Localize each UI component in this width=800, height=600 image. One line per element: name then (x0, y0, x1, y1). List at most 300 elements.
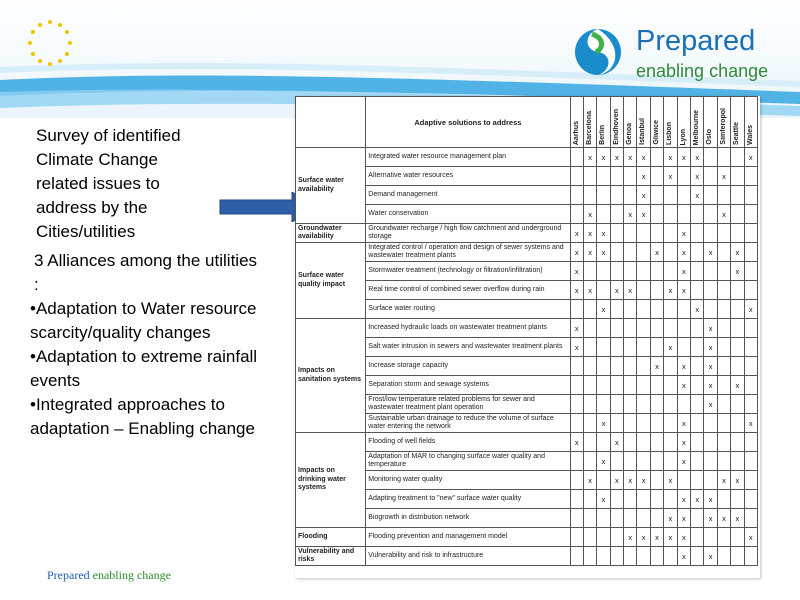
alliance-bullet: •Adaptation to Water resource scarcity/quality changes (30, 299, 257, 342)
mark-cell (704, 262, 717, 281)
mark-cell: x (637, 528, 650, 547)
city-name: Gliwice (652, 120, 660, 145)
mark-cell: x (717, 167, 730, 186)
mark-cell (637, 338, 650, 357)
mark-cell (637, 490, 650, 509)
mark-cell (624, 509, 637, 528)
mark-cell (597, 547, 610, 566)
mark-cell (691, 528, 704, 547)
mark-cell (691, 262, 704, 281)
mark-cell (570, 376, 583, 395)
mark-cell (650, 452, 663, 471)
category-cell: Vulnerability and risks (296, 547, 366, 566)
mark-cell (570, 186, 583, 205)
mark-cell (597, 509, 610, 528)
mark-cell: x (637, 167, 650, 186)
city-column-header (624, 97, 637, 148)
mark-cell (691, 376, 704, 395)
mark-cell (744, 395, 757, 414)
logo-tagline-text: enabling change (636, 61, 769, 81)
mark-cell (597, 186, 610, 205)
solution-cell: Increase storage capacity (366, 357, 570, 376)
mark-cell (650, 471, 663, 490)
mark-cell (691, 243, 704, 262)
alliances-intro: 3 Alliances among the utilities : (34, 251, 258, 294)
mark-cell (650, 490, 663, 509)
mark-cell (717, 452, 730, 471)
mark-cell (664, 319, 677, 338)
mark-cell (583, 547, 596, 566)
mark-cell (691, 509, 704, 528)
mark-cell (731, 224, 744, 243)
mark-cell (691, 205, 704, 224)
mark-cell (597, 376, 610, 395)
solution-cell: Vulnerability and risk to infrastructure (366, 547, 570, 566)
category-cell: Surface water availability (296, 148, 366, 224)
mark-cell (717, 300, 730, 319)
mark-cell (717, 319, 730, 338)
mark-cell (744, 490, 757, 509)
mark-cell (650, 509, 663, 528)
mark-cell: x (597, 490, 610, 509)
mark-cell (597, 357, 610, 376)
city-column-header (677, 97, 690, 148)
mark-cell (624, 300, 637, 319)
mark-cell (637, 547, 650, 566)
mark-cell (704, 186, 717, 205)
mark-cell: x (744, 414, 757, 433)
mark-cell (717, 376, 730, 395)
category-cell: Groundwater availability (296, 224, 366, 243)
mark-cell: x (744, 300, 757, 319)
mark-cell (610, 300, 623, 319)
adaptive-solutions-header: Adaptive solutions to address (366, 97, 570, 148)
mark-cell (664, 395, 677, 414)
mark-cell (650, 300, 663, 319)
mark-cell (704, 300, 717, 319)
solution-cell: Water conservation (366, 205, 570, 224)
city-column-header (650, 97, 663, 148)
mark-cell (744, 433, 757, 452)
city-name: Simferopol (719, 108, 727, 145)
mark-cell (583, 414, 596, 433)
mark-cell (744, 338, 757, 357)
mark-cell (570, 471, 583, 490)
mark-cell (610, 528, 623, 547)
mark-cell (624, 319, 637, 338)
mark-cell (664, 490, 677, 509)
solution-cell: Sustainable urban drainage to reduce the volume of surface water entering the network (366, 414, 570, 433)
mark-cell (610, 262, 623, 281)
mark-cell: x (677, 243, 690, 262)
city-column-header (610, 97, 623, 148)
mark-cell: x (691, 167, 704, 186)
mark-cell: x (704, 338, 717, 357)
mark-cell (624, 243, 637, 262)
solution-cell: Alternative water resources (366, 167, 570, 186)
mark-cell (717, 490, 730, 509)
mark-cell (731, 395, 744, 414)
category-cell: Impacts on sanitation systems (296, 319, 366, 433)
mark-cell: x (704, 357, 717, 376)
mark-cell (610, 414, 623, 433)
solution-cell: Integrated water resource management plan (366, 148, 570, 167)
mark-cell (610, 319, 623, 338)
mark-cell (691, 395, 704, 414)
city-name: Berlin (599, 125, 607, 145)
mark-cell (624, 395, 637, 414)
mark-cell (583, 376, 596, 395)
mark-cell: x (677, 281, 690, 300)
mark-cell: x (637, 186, 650, 205)
mark-cell (744, 452, 757, 471)
mark-cell: x (610, 148, 623, 167)
mark-cell (570, 148, 583, 167)
mark-cell (664, 205, 677, 224)
mark-cell (637, 509, 650, 528)
mark-cell: x (677, 357, 690, 376)
mark-cell (664, 243, 677, 262)
mark-cell (570, 395, 583, 414)
mark-cell (610, 547, 623, 566)
mark-cell (570, 490, 583, 509)
mark-cell: x (704, 509, 717, 528)
mark-cell (744, 262, 757, 281)
mark-cell (637, 414, 650, 433)
alliance-bullet: •Integrated approaches to adaptation – Enabling change (30, 395, 255, 438)
mark-cell (637, 300, 650, 319)
footer-brand-part1: Prepared (47, 568, 90, 582)
table-header-row (296, 97, 758, 148)
prepared-logo (574, 22, 784, 86)
mark-cell (704, 205, 717, 224)
mark-cell (624, 357, 637, 376)
mark-cell (597, 433, 610, 452)
solution-cell: Increased hydraulic loads on wastewater treatment plants (366, 319, 570, 338)
city-name: Oslo (706, 129, 714, 145)
solutions-matrix (295, 96, 758, 566)
mark-cell: x (731, 262, 744, 281)
alliance-bullet: •Adaptation to extreme rainfall events (30, 347, 258, 390)
mark-cell (610, 224, 623, 243)
eu-stars-icon (20, 18, 80, 70)
mark-cell (597, 281, 610, 300)
table-row (296, 224, 758, 243)
mark-cell: x (677, 547, 690, 566)
survey-heading: Survey of identified Climate Change related issues to address by the Cities/utilities (36, 126, 181, 241)
mark-cell (717, 414, 730, 433)
mark-cell (624, 414, 637, 433)
city-name: Genoa (626, 123, 634, 145)
mark-cell (731, 281, 744, 300)
mark-cell: x (677, 262, 690, 281)
mark-cell (650, 319, 663, 338)
mark-cell (744, 205, 757, 224)
mark-cell (624, 490, 637, 509)
mark-cell: x (691, 300, 704, 319)
mark-cell (677, 338, 690, 357)
mark-cell (583, 338, 596, 357)
mark-cell (744, 167, 757, 186)
mark-cell: x (570, 281, 583, 300)
mark-cell (610, 490, 623, 509)
mark-cell: x (597, 243, 610, 262)
mark-cell: x (583, 281, 596, 300)
mark-cell (744, 471, 757, 490)
mark-cell (650, 376, 663, 395)
mark-cell (597, 395, 610, 414)
logo-brand-text: Prepared (636, 25, 756, 57)
mark-cell (583, 433, 596, 452)
solution-cell: Adaptation of MAR to changing surface water quality and temperature (366, 452, 570, 471)
mark-cell (570, 167, 583, 186)
mark-cell (677, 167, 690, 186)
mark-cell (597, 338, 610, 357)
adaptive-solutions-table (295, 96, 760, 578)
mark-cell (731, 167, 744, 186)
mark-cell: x (597, 148, 610, 167)
mark-cell (650, 148, 663, 167)
mark-cell: x (624, 148, 637, 167)
solution-cell: Surface water routing (366, 300, 570, 319)
mark-cell (610, 186, 623, 205)
mark-cell: x (677, 148, 690, 167)
mark-cell: x (704, 243, 717, 262)
mark-cell (744, 357, 757, 376)
mark-cell: x (650, 528, 663, 547)
mark-cell (677, 395, 690, 414)
mark-cell (691, 452, 704, 471)
mark-cell (624, 186, 637, 205)
mark-cell (570, 509, 583, 528)
mark-cell: x (664, 281, 677, 300)
mark-cell: x (704, 547, 717, 566)
table-body (296, 148, 758, 566)
table-corner-cell (296, 97, 366, 148)
mark-cell (717, 148, 730, 167)
mark-cell (637, 452, 650, 471)
mark-cell: x (624, 281, 637, 300)
mark-cell (731, 338, 744, 357)
mark-cell: x (664, 148, 677, 167)
city-column-header (731, 97, 744, 148)
mark-cell: x (731, 471, 744, 490)
mark-cell (610, 376, 623, 395)
mark-cell (624, 547, 637, 566)
table-row (296, 528, 758, 547)
mark-cell (637, 376, 650, 395)
mark-cell (610, 167, 623, 186)
mark-cell (677, 319, 690, 338)
mark-cell (744, 509, 757, 528)
mark-cell (717, 547, 730, 566)
mark-cell (570, 547, 583, 566)
mark-cell (624, 338, 637, 357)
solution-cell: Real time control of combined sewer overflow during rain (366, 281, 570, 300)
mark-cell (637, 262, 650, 281)
mark-cell (731, 205, 744, 224)
table-row (296, 433, 758, 452)
table-row (296, 148, 758, 167)
mark-cell (650, 547, 663, 566)
mark-cell: x (677, 224, 690, 243)
category-cell: Impacts on drinking water systems (296, 433, 366, 528)
mark-cell (637, 319, 650, 338)
mark-cell (744, 319, 757, 338)
mark-cell (583, 528, 596, 547)
mark-cell (610, 338, 623, 357)
mark-cell: x (570, 243, 583, 262)
mark-cell: x (583, 243, 596, 262)
mark-cell (624, 224, 637, 243)
mark-cell (650, 167, 663, 186)
mark-cell (691, 433, 704, 452)
mark-cell (583, 357, 596, 376)
mark-cell (691, 319, 704, 338)
mark-cell (731, 357, 744, 376)
mark-cell (691, 414, 704, 433)
city-name: Melbourne (693, 109, 701, 145)
city-column-header (691, 97, 704, 148)
mark-cell (637, 395, 650, 414)
mark-cell: x (677, 528, 690, 547)
mark-cell (583, 262, 596, 281)
mark-cell (664, 433, 677, 452)
mark-cell (583, 186, 596, 205)
mark-cell (650, 414, 663, 433)
mark-cell (610, 205, 623, 224)
mark-cell (570, 300, 583, 319)
city-column-header (597, 97, 610, 148)
mark-cell (704, 452, 717, 471)
mark-cell (664, 414, 677, 433)
mark-cell (624, 262, 637, 281)
solution-cell: Monitoring water quality (366, 471, 570, 490)
mark-cell (744, 243, 757, 262)
city-name: Wales (746, 125, 754, 145)
mark-cell (691, 357, 704, 376)
city-column-header (704, 97, 717, 148)
solution-cell: Flooding prevention and management model (366, 528, 570, 547)
mark-cell (731, 148, 744, 167)
city-name: Aarhus (572, 120, 580, 145)
mark-cell (664, 376, 677, 395)
mark-cell: x (624, 205, 637, 224)
mark-cell (731, 452, 744, 471)
mark-cell (624, 452, 637, 471)
solution-cell: Salt water intrusion in sewers and wastewater treatment plants (366, 338, 570, 357)
city-name: Eindhoven (612, 109, 620, 145)
mark-cell (650, 262, 663, 281)
mark-cell (650, 395, 663, 414)
mark-cell (704, 433, 717, 452)
mark-cell (610, 509, 623, 528)
mark-cell (637, 243, 650, 262)
category-cell: Surface water quality impact (296, 243, 366, 319)
mark-cell: x (664, 338, 677, 357)
city-name: Seattle (733, 122, 741, 145)
mark-cell (677, 205, 690, 224)
mark-cell (691, 338, 704, 357)
mark-cell: x (570, 224, 583, 243)
mark-cell: x (650, 243, 663, 262)
mark-cell (610, 243, 623, 262)
mark-cell (717, 262, 730, 281)
mark-cell: x (704, 490, 717, 509)
mark-cell: x (677, 414, 690, 433)
mark-cell (677, 471, 690, 490)
mark-cell: x (583, 224, 596, 243)
mark-cell (597, 528, 610, 547)
mark-cell: x (570, 338, 583, 357)
mark-cell (597, 205, 610, 224)
mark-cell (704, 281, 717, 300)
solution-cell: Adapting treatment to "new" surface water quality (366, 490, 570, 509)
mark-cell (650, 433, 663, 452)
mark-cell (637, 281, 650, 300)
mark-cell (583, 509, 596, 528)
mark-cell: x (677, 490, 690, 509)
mark-cell (583, 490, 596, 509)
mark-cell: x (677, 433, 690, 452)
mark-cell (717, 224, 730, 243)
mark-cell (570, 357, 583, 376)
mark-cell (650, 224, 663, 243)
mark-cell (570, 528, 583, 547)
mark-cell (717, 243, 730, 262)
city-column-header (637, 97, 650, 148)
solution-cell: Demand management (366, 186, 570, 205)
mark-cell: x (677, 452, 690, 471)
mark-cell (664, 186, 677, 205)
mark-cell: x (583, 148, 596, 167)
mark-cell (597, 262, 610, 281)
mark-cell: x (637, 148, 650, 167)
category-cell: Flooding (296, 528, 366, 547)
solution-cell: Groundwater recharge / high flow catchment and underground storage (366, 224, 570, 243)
mark-cell (624, 167, 637, 186)
mark-cell (597, 167, 610, 186)
table-row (296, 547, 758, 566)
mark-cell (650, 281, 663, 300)
mark-cell: x (717, 205, 730, 224)
mark-cell: x (583, 205, 596, 224)
mark-cell (704, 167, 717, 186)
mark-cell (731, 528, 744, 547)
mark-cell (650, 338, 663, 357)
mark-cell: x (610, 281, 623, 300)
alliances-block (30, 249, 262, 441)
mark-cell: x (731, 509, 744, 528)
mark-cell (664, 452, 677, 471)
mark-cell: x (624, 528, 637, 547)
mark-cell: x (637, 471, 650, 490)
mark-cell: x (717, 509, 730, 528)
mark-cell (691, 547, 704, 566)
mark-cell (624, 433, 637, 452)
mark-cell: x (610, 471, 623, 490)
mark-cell (597, 471, 610, 490)
city-column-header (717, 97, 730, 148)
mark-cell: x (637, 205, 650, 224)
mark-cell: x (731, 376, 744, 395)
mark-cell: x (731, 243, 744, 262)
mark-cell (624, 376, 637, 395)
solution-cell: Stormwater treatment (technology or filtration/infiltration) (366, 262, 570, 281)
mark-cell (744, 281, 757, 300)
mark-cell (744, 376, 757, 395)
solution-cell: Separation storm and sewage systems (366, 376, 570, 395)
